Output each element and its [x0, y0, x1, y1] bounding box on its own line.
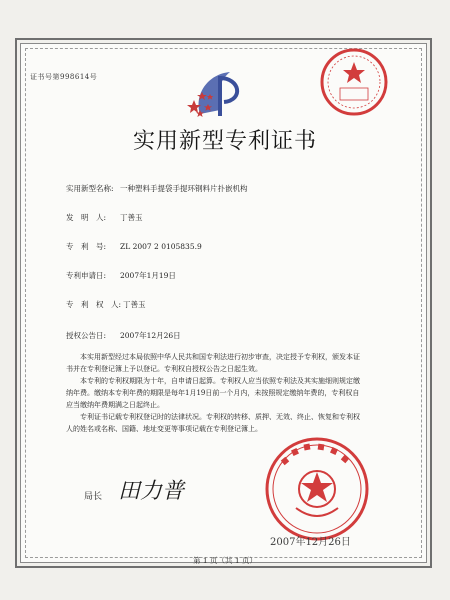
- field-value: 丁善玉: [123, 300, 146, 309]
- certificate-number: 证书号第998614号: [30, 73, 98, 81]
- agency-seal: [318, 46, 390, 118]
- seal-date: 2007年12月26日: [270, 537, 351, 548]
- field-label: 授权公告日:: [66, 331, 107, 340]
- field-grant-date: [66, 330, 181, 341]
- field-filing-date: [66, 270, 176, 281]
- field-value: ZL 2007 2 0105835.9: [120, 242, 202, 251]
- paragraph-legal-status: 专利证书记载专利权登记时的法律状况。专利权的转移、质押、无效、终止、恢复和专利权人的姓名或名称、国籍、地址变更等事项记载在专利登记簿上。: [66, 413, 360, 433]
- field-patent-number: [66, 241, 202, 252]
- field-utility-name: [66, 183, 248, 194]
- bureau-seal: [262, 434, 372, 544]
- field-inventor: [66, 212, 143, 223]
- field-value: 2007年1月19日: [120, 271, 176, 280]
- field-label: 发 明 人:: [66, 213, 107, 222]
- field-label: 专 利 权 人:: [66, 300, 122, 309]
- field-value: 一种塑料手提袋手提环钢料片扑嵌机构: [120, 184, 248, 193]
- paragraph-grant: 本实用新型经过本局依照中华人民共和国专利法进行初步审查，决定授予专利权，颁发本证书并在专利登记簿上予以登记。专利权自授权公告之日起生效。: [66, 353, 360, 373]
- document-title: 实用新型专利证书: [132, 129, 317, 154]
- field-value: 丁善玉: [120, 213, 143, 222]
- signature: 田力普: [118, 479, 185, 504]
- field-label: 实用新型名称:: [66, 184, 114, 193]
- page-number: 第 1 页（共 1 页）: [192, 556, 258, 565]
- sipo-logo: [186, 64, 250, 122]
- paragraph-term: 本专利的专利权期限为十年，自申请日起算。专利权人应当依照专利法及其实施细则规定缴纳年费。缴纳本专利年费的期限是每年1月19日前一个月内，未按照规定缴纳年费的，专利权自应当缴纳年费期满之日起终止。: [66, 377, 360, 409]
- field-patentee: [66, 299, 146, 310]
- signature-label: 局长: [84, 492, 103, 502]
- field-value: 2007年12月26日: [120, 331, 181, 340]
- field-label: 专利申请日:: [66, 271, 107, 280]
- field-label: 专 利 号:: [66, 242, 107, 251]
